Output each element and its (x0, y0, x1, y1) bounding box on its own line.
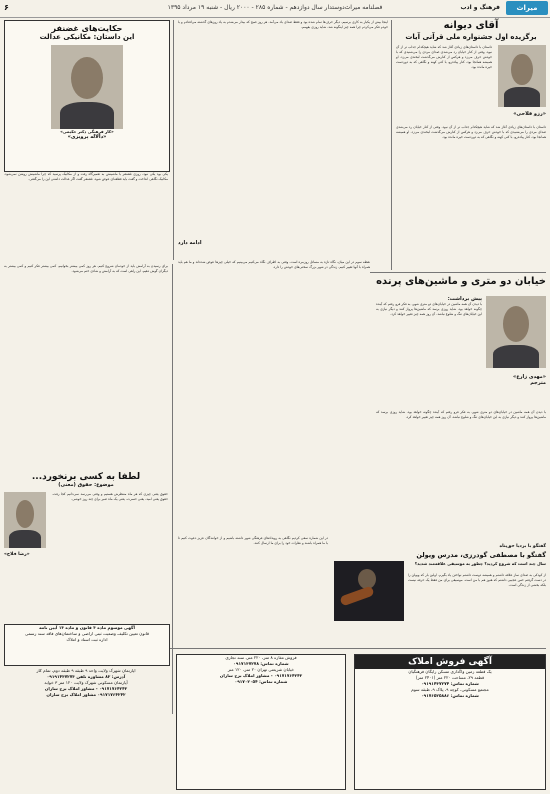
interview-body: از کودکی به صدای ساز علاقه داشتم و همیشه دوست داشتم نواختن یاد بگیرم. اولین بار که ویولن را در دست گرفتم حس عجیبی داشتم که هنوز هم با من است. موسیقی برای من فقط یک حرفه نیست بلکه بخشی از زندگی است. (406, 573, 546, 587)
ghazanfar-author: «دالاله پرویزی» (67, 134, 107, 140)
feature-body-1: با دیدن آن همه ماشین در خیابان‌های دو متری شهر، به فکر فرو رفتم که آینده چگونه خواهد بود. شاید روزی برسد که ماشین‌ها پرواز کنند و دیگر نیازی به این خیابان‌های تنگ و شلوغ نباشد. آن روز همه چیز تغییر خواهد کرد. (374, 302, 483, 316)
lotfan-byline: «رضا فلاح» (4, 552, 30, 557)
author-caption: «رزو فلاحی» (513, 111, 546, 117)
masthead-badge: میراث (506, 1, 548, 15)
real-estate-ad-title: آگهی فروش املاک (355, 655, 545, 669)
lotfan-title: لطفا به کسی برنخورد... (31, 472, 141, 482)
feature-kicker: پیش برداشت: (447, 296, 482, 302)
middle-bottom-column: در این شماره سعی کردیم نگاهی به رویدادهای فرهنگی شهر داشته باشیم و از خوانندگان عزیز دعوت کنیم تا با ما همراه باشند و نظرات خود را برای ما ارسال کنند. (176, 536, 328, 545)
lotfan-subtitle: موضوع: حقوق (معنی) (58, 482, 114, 488)
article-body: داستان با داستان‌های زیادی آغاز شد که شاید هیچکدام جذاب تر از آن نبود. وقتی از کنار خیابان رد می‌شدی صدای مردی را می‌شنیدی که با خودش حرف می‌زد و هرکس از کنارش می‌گذشت لبخندی می‌زد. او همیشه همانجا بود، کنار پیاده‌رو، با کتی کهنه و نگاهی که به دوردست خیره مانده بود. (394, 125, 547, 139)
interview-article (334, 544, 546, 644)
feature-author-photo (486, 296, 546, 368)
middle-top-column (178, 20, 388, 250)
lotfan-photo (4, 492, 46, 548)
section-title: فرهنگ و ادب (460, 4, 500, 11)
feature-byline: «مهدی زارع» (513, 374, 546, 380)
middle-top-body: اینجا بیش از یکبار به کاری برسیم. دیگر حرف‌ها تمام شده بود و فقط صدای باد می‌آمد. هر روز صبح که بیدار می‌شدم به یاد روزهای گذشته می‌افتادم و با خودم فکر می‌کردم چرا همه چیز اینگونه شد. شاید روزی بفهمم. (176, 20, 388, 29)
ghazanfar-box (4, 20, 170, 172)
page-header (0, 0, 550, 18)
article-headline: برگزیده اول جشنواره ملی قرآنی آیات (405, 33, 537, 41)
feature-text (376, 296, 482, 406)
classified-ad-left: فروش مغازه ۸ متر، ۲۲۰ متر، سند تجاری شماره تماس: ۰۹۱۷۱۳۷۲۷۸ خیابان شریعتی تهران ۲۰ متر، ۱۲۰ متر ۰۹۱۷۱۷۶۴۲۴۲ - مشاور املاک برج سازان شماره تماس: ۰۹۱۷۰۲۰۵۴ (176, 654, 346, 790)
interview-intro: گفتگو با بردیا حق‌پناه (499, 544, 546, 549)
feature-headline: خیابان دو متری و ماشین‌های پرنده (376, 276, 546, 287)
interview-question: سال چند است که شروع کردید؟ چطور به موسیقی علاقه‌مند شدید؟ (414, 561, 546, 566)
continued-note: ادامه دارد (178, 240, 202, 246)
author-photo (498, 45, 546, 107)
lotfan-body: حقوق یعنی چیزی که هر ماه منتظرش هستیم و وقتی می‌رسد نمی‌دانیم کجا رفت. حقوق یعنی امید، یعنی حسرت، یعنی یک ماه صبر برای چند روز خوشی. (50, 492, 168, 501)
left-middle-column: برای رسیدن به آرامش باید از خودمان شروع کنیم. هر روز کمی بیشتر بخوانیم، کمی بیشتر فکر کنیم و کمی بیشتر به دیگران گوش دهیم. این راهی است که به آرامش و شادی ختم می‌شود. (2, 264, 168, 273)
left-ad-box: آگهی موسوم ماده ۳ قانون و ماده ۱۳ آیین نامه قانون تعیین تکلیف وضعیت ثبتی اراضی و ساختمان‌های فاقد سند رسمی اداره ثبت اسناد و املاک (4, 624, 170, 666)
article-kicker: آقای دیوانه (443, 20, 499, 31)
page-number: ۶ (4, 3, 9, 12)
ghazanfar-body: یکی بود یکی نبود، روزی غضنفر با ماشینش به تعمیرگاه رفت و از مکانیک پرسید که چرا ماشینش روشن نمی‌شود. مکانیک نگاهی انداخت و گفت باید قطعه‌ای عوض شود. غضنفر گفت اگر عدالت داشتی این را می‌گفتی. (2, 172, 168, 181)
center-ad-strip: اپارتمان شهرک ولایت واحد ۹ طبقه ۹ طبقه دوم، تمام کار آدرس: ۸۲ مشاوره تلفن ۰۹۱۹۱۴۳۷۲۷۳ آپارتمان مسکونی شهرک ولایت ۱۲۰ متر ۳ خوابه ۰۹۱۷۱۷۶۴۲۴۲ - مشاور املاک برج سازان ۰۹۱۷۱۷۶۴۲۴۲ مشاور املاک برج سازان (36, 668, 136, 697)
middle-left-column: نقطه سوم در این میان، نگاه تازه به مسائل روزمره است. وقتی به اطراف نگاه می‌کنیم می‌بینیم که خیلی چیزها عوض شده‌اند و ما هم باید همراه با آنها تغییر کنیم. زندگی در شهر بزرگ سختی‌های خودش را دارد. (176, 260, 370, 269)
ghazanfar-title: حکایت‌های غضنفر (51, 24, 123, 33)
lotfan-section (4, 472, 168, 618)
issue-meta: فصلنامه میراث‌دوستدار سال دوازدهم - شماره ۲۸۵ - ۲۰۰۰ ریال - شنبه ۱۹ مرداد ۱۳۹۵ (167, 4, 383, 11)
violin-photo (334, 561, 404, 621)
ghazanfar-subtitle: این داستان: مکانیکی عدالت (39, 33, 135, 41)
feature-photo-block (486, 296, 546, 406)
article-body-intro: داستان با داستان‌های زیادی آغاز شد که شاید هیچکدام جذاب تر از آن نبود. وقتی از کنار خیابان رد می‌شدی صدای مردی را می‌شنیدی که با خودش حرف می‌زد و هرکس از کنارش می‌گذشت لبخندی می‌زد. او همیشه همانجا بود، کنار پیاده‌رو، با کتی کهنه و نگاهی که به دوردست خیره مانده بود. (394, 45, 493, 69)
right-column-article (396, 20, 546, 270)
violin-icon (339, 585, 374, 606)
ghazanfar-photo (51, 45, 123, 129)
feature-byline-role: مترجم (530, 380, 546, 386)
interview-headline: گفتگو با مصطفی گودرزی، مدرس ویولن (416, 551, 546, 559)
classified-ad-right: آگهی فروش املاک یک قطعه زمین واگذاری مسکن رایگان فرهنگیان قطعه ۲۹، مساحت ۲۲۰ متر (۲۴۰۱ متر) شماره تماس: ۰۹۱۹۱۴۳۷۲۷۴ مجتمع مسکونی، کوچه ۹، پلاک ۹، طبقه سوم شماره تماس: ۰۹۱۷۶۵۲۵۸۸۶ (354, 654, 546, 790)
ghazanfar-photo-caption: «کار فرهنگی دکتر حکیمی» (60, 129, 114, 134)
feature-body-wide: با دیدن آن همه ماشین در خیابان‌های دو متری شهر، به فکر فرو رفتم که آینده چگونه خواهد بود. شاید روزی برسد که ماشین‌ها پرواز کنند و دیگر نیازی به این خیابان‌های تنگ و شلوغ نباشد. آن روز همه چیز تغییر خواهد کرد. (374, 410, 546, 419)
